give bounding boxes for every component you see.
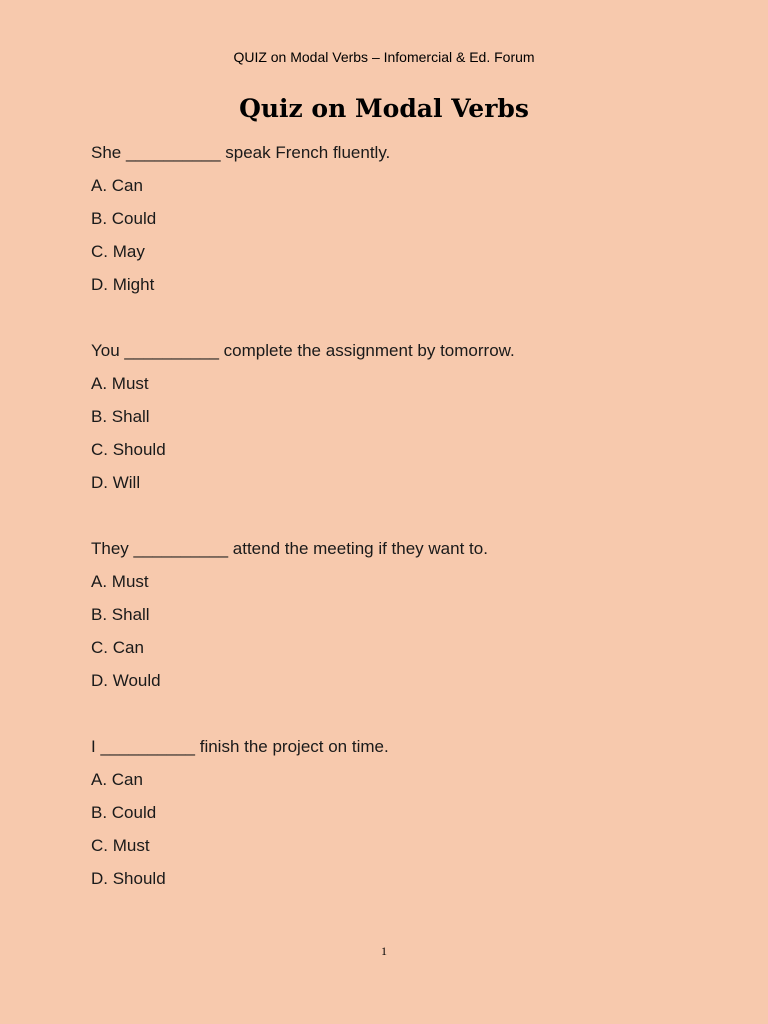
question-2 [91, 334, 711, 499]
question-prompt: She __________ speak French fluently. [91, 143, 391, 162]
answer-option: D. Will [91, 473, 141, 492]
answer-option: B. Shall [91, 407, 150, 426]
question-4 [91, 730, 711, 895]
answer-option: A. Can [91, 770, 143, 789]
answer-option: A. Can [91, 176, 143, 195]
answer-option: D. Might [91, 275, 155, 294]
question-list [91, 136, 711, 928]
question-prompt: You __________ complete the assignment by tomorrow. [91, 341, 515, 360]
answer-option: A. Must [91, 572, 149, 591]
page-title: Quiz on Modal Verbs [239, 94, 529, 123]
answer-option: C. Can [91, 638, 144, 657]
answer-option: D. Should [91, 869, 166, 888]
answer-option: A. Must [91, 374, 149, 393]
answer-option: B. Shall [91, 605, 150, 624]
page-header: QUIZ on Modal Verbs – Infomercial & Ed. Forum [233, 49, 535, 65]
answer-option: C. Must [91, 836, 150, 855]
answer-option: C. May [91, 242, 145, 261]
answer-option: C. Should [91, 440, 166, 459]
answer-option: B. Could [91, 209, 157, 228]
answer-option: B. Could [91, 803, 157, 822]
answer-option: D. Would [91, 671, 161, 690]
question-prompt: I __________ finish the project on time. [91, 737, 389, 756]
question-3 [91, 532, 711, 697]
question-prompt: They __________ attend the meeting if they want to. [91, 539, 488, 558]
question-1 [91, 136, 711, 301]
page-number: 1 [381, 944, 387, 958]
